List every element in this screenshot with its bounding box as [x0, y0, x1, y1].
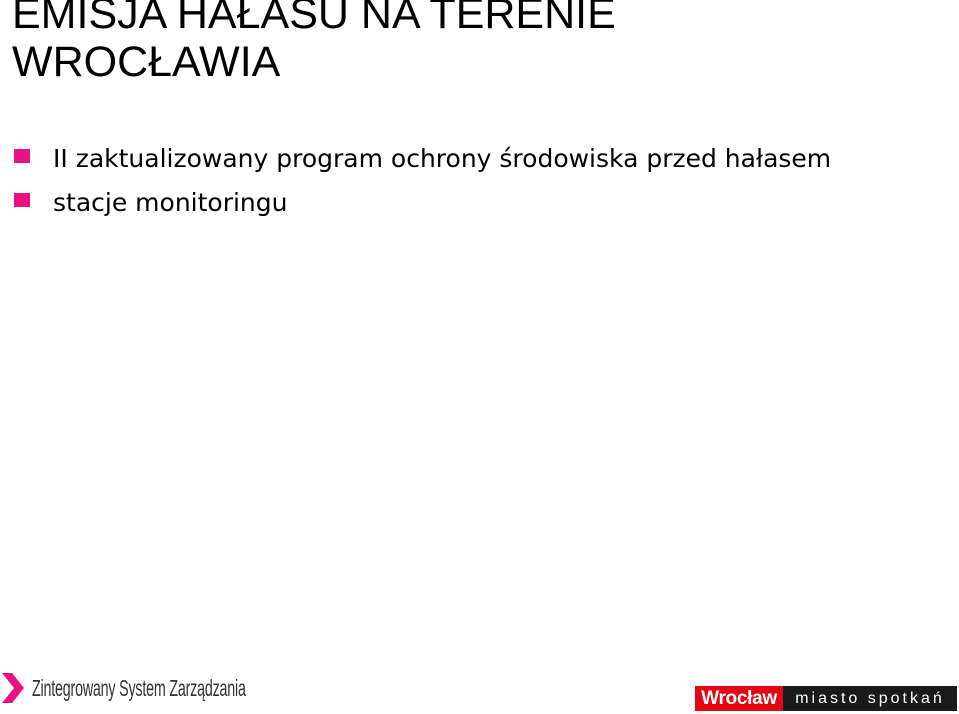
slide-title	[12, 0, 912, 86]
bullet-item	[12, 141, 912, 176]
slide-title-line-2: WROCŁAWIA	[12, 38, 281, 86]
bullet-list	[12, 141, 912, 229]
chevron-logo-icon	[2, 673, 24, 703]
bullet-text: stacje monitoringu	[53, 188, 288, 217]
square-bullet-icon	[14, 149, 30, 163]
bullet-text: II zaktualizowany program ochrony środowiska przed hałasem	[53, 144, 832, 173]
bullet-item	[12, 185, 912, 220]
zsz-logo-text: Zintegrowany System Zarządzania	[32, 674, 246, 701]
city-logo-tagline: miasto spotkań	[783, 686, 957, 711]
zsz-logo	[2, 668, 377, 708]
square-bullet-icon	[14, 193, 30, 207]
city-logo	[695, 686, 957, 711]
slide-title-line-1: EMISJA HAŁASU NA TERENIE	[12, 0, 616, 38]
city-logo-name: Wrocław	[695, 686, 783, 711]
